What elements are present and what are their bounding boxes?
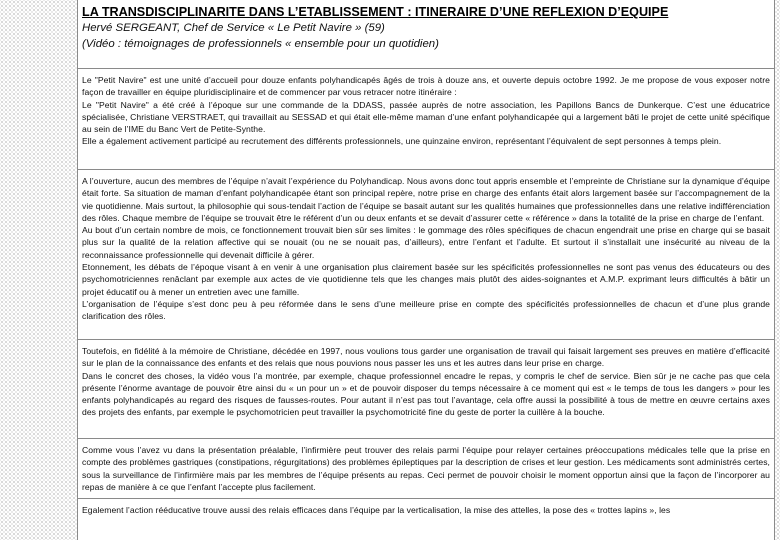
text-section-1 — [78, 68, 774, 169]
paragraph: Le "Petit Navire" est une unité d’accueil pour douze enfants polyhandicapés âgés de trois à douze ans, et ouverte depuis octobre 1992. Je me propose de vous exposer notre façon de travailler en équipe pluridisciplinaire et de commencer par vous retracer notre itinéraire : — [82, 75, 770, 98]
video-subtitle: (Vidéo : témoignages de professionnels « ensemble pour un quotidien) — [82, 38, 439, 50]
text-section-5 — [78, 498, 774, 540]
paragraph: L’organisation de l’équipe s’est donc peu à peu réformée dans le sens d’une meilleure prise en compte des spécificités professionnelles de chacun et d’une plus grande clarification des rôles. — [82, 298, 770, 322]
paragraph: Etonnement, les débats de l’époque visant à en venir à une organisation plus clairement basée sur les spécificités professionnelles ne sont pas venus des éducateurs ou des psychomotriciennes renâclant par exemple aux actes de vie quotidienne tels que les changes mais plutôt des aides-soignantes et A.M.P. exprimant leurs difficultés à bâtir un projet éducatif ou à mener un entretien avec une famille. — [82, 262, 770, 297]
paragraph: Elle a également activement participé au recrutement des différents professionnels, une quinzaine environ, représentant l’équivalent de sept personnes à temps plein. — [82, 136, 722, 147]
text-section-3 — [78, 339, 774, 438]
paragraph: Egalement l’action rééducative trouve aussi des relais efficaces dans l’équipe par la verticalisation, la mise des attelles, la pose des « trottes lapins », les — [82, 505, 671, 515]
paragraph: Comme vous l’avez vu dans la présentation préalable, l’infirmière peut trouver des relais parmi l’équipe pour relayer certaines préoccupations médicales telle que la prise en compte des problèmes gastriques (constipations, régurgitations) des problèmes épileptiques par la description de crises et leur gestion. Les médicaments sont administrés certes, sous la surveillance de l’infirmière mais par les membres de l’équipe présents au repas. Ceci permet de pouvoir choisir le moment opportun ainsi que la façon de l’incorporer au repas de manière à ce que l’enfant l’accepte plus facilement. — [82, 445, 770, 492]
document-title: LA TRANSDISCIPLINARITE DANS L’ETABLISSEMENT : ITINERAIRE D’UNE REFLEXION D’EQUIPE — [82, 5, 669, 19]
text-section-2 — [78, 169, 774, 339]
document-header — [78, 0, 774, 68]
paragraph: A l’ouverture, aucun des membres de l’équipe n’avait l’expérience du Polyhandicap. Nous avons donc tout appris ensemble et l’empreinte de Christiane sur la dynamique d’équipe était forte. Sa situation de maman d’enfant polyhandicapée étant son principal repère, notre prise en charge des enfants était alors largement basée sur l’accompagnement de la vie quotidienne. Mais surtout, la philosophie qui sous-tendait l’action de l’équipe se basait autant sur les qualités humaines que professionnelles dans une relative indifférenciation des rôles. Chaque membre de l’équipe se trouvait être le référent d’un ou deux enfants et se devait d’assurer cette « référence » dans la totalité de la prise en charge de l’enfant. — [82, 176, 770, 223]
paragraph: Toutefois, en fidélité à la mémoire de Christiane, décédée en 1997, nous voulions tous garder une organisation de travail qui faisait largement ses preuves en matière d’efficacité sur le plan de la connaissance des enfants et des relais que nous pouvions nous passer les uns et les autres dans leur prise en charge. — [82, 346, 770, 369]
author-line: Hervé SERGEANT, Chef de Service « Le Petit Navire » (59) — [82, 22, 385, 34]
paragraph: Le "Petit Navire" a été créé à l’époque sur une commande de la DDASS, passée auprès de notre association, les Papillons Bancs de Dunkerque. C’est une éducatrice spécialisée, Christiane VERSTRAET, qui travaillait au SESSAD et qui était elle-même maman d’une enfant polyhandicapée qui a largement bâti le projet de cette unité spécifique au sein de l’IME du Banc Vert de Petite-Synthe. — [82, 99, 770, 135]
paragraph: Au bout d’un certain nombre de mois, ce fonctionnement trouvait bien sûr ses limites : le gommage des rôles spécifiques de chacun engendrait une prise en charge qui se basait plus sur la qualité de la relation affective qui se nouait (ou ne se nouait pas, d’ailleurs), entre l’enfant et l’adulte. Et surtout il s’installait une insécurité au niveau de la reconnaissance professionnelle qui devenait difficile à gérer. — [82, 225, 770, 260]
paragraph: Dans le concret des choses, la vidéo vous l’a montrée, par exemple, chaque professionnel encadre le repas, y compris le chef de service. Bien sûr je ne cache pas que cela présente l’énorme avantage de pouvoir être ainsi du « un pour un » et de pouvoir disposer du temps nécessaire à ce moment qui est « le temps de tous les dangers » pour les enfants polyhandicapés au regard des risques de fausses-routes. Pour autant il n’est pas tout l’avantage, cela offre aussi la possibilité à tous de mettre en œuvre certains axes des projets des enfants, par exemple le psychomotricien peut travailler la psychomotricité fine du geste de porter la cuillère à la bouche. — [82, 370, 770, 418]
text-section-4 — [78, 438, 774, 498]
document-page — [77, 0, 775, 540]
